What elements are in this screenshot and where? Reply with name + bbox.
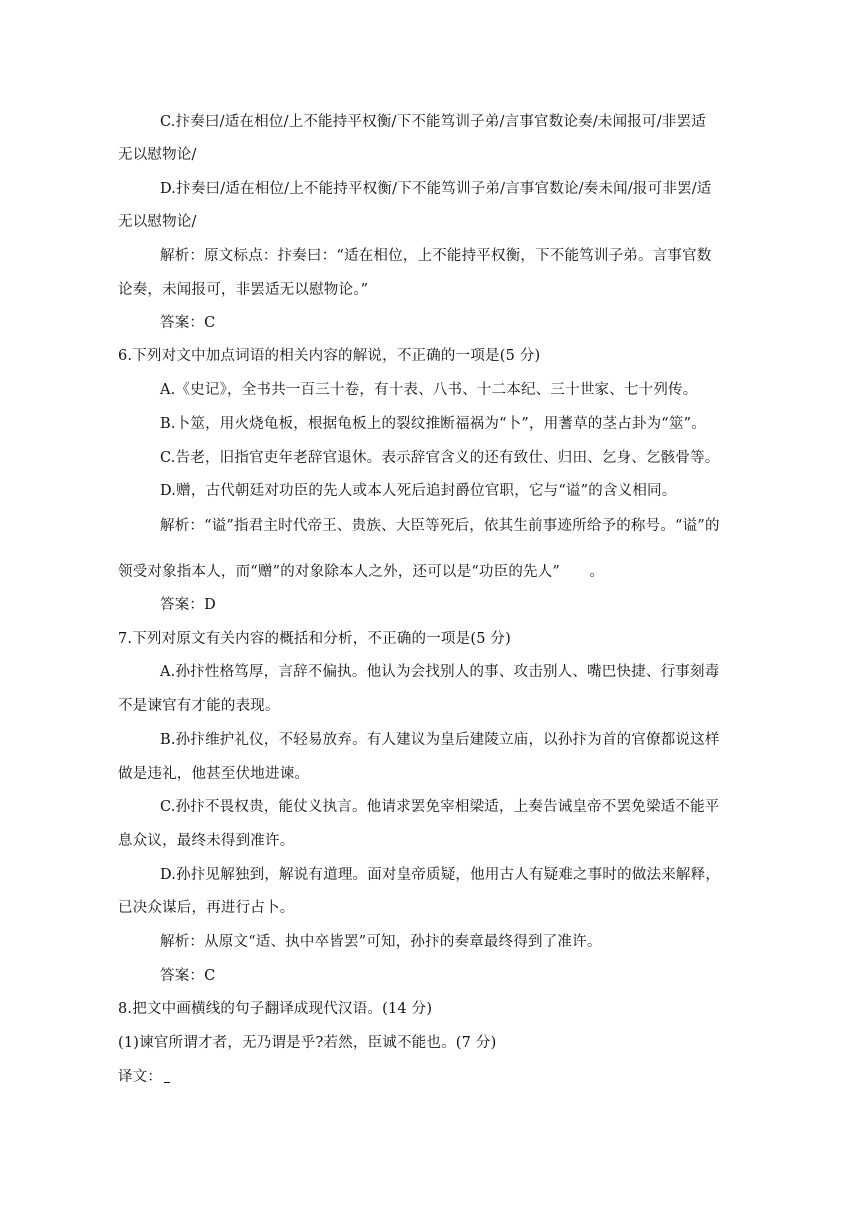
- question-6: 6.下列对文中加点词语的相关内容的解说，不正确的一项是(5 分): [118, 348, 541, 364]
- analysis-5-line-2: 论奏，未闻报可，非罢适无以慰物论。”: [118, 282, 369, 298]
- option-c-line-1: C.抃奏曰/适在相位/上不能持平权衡/下不能笃训子弟/言事官数论奏/未闻报可/非罢适: [160, 114, 706, 130]
- q7-option-b-line-1: B.孙抃维护礼仪，不轻易放弃。有人建议为皇后建陵立庙，以孙抃为首的官僚都说这样: [160, 732, 720, 748]
- option-c-line-2: 无以慰物论/: [118, 147, 197, 163]
- q7-option-d-line-1: D.孙抃见解独到，解说有道理。面对皇帝质疑，他用古人有疑难之事时的做法来解释，: [160, 867, 721, 883]
- option-d-line-1: D.抃奏曰/适在相位/上不能持平权衡/下不能笃训子弟/言事官数论/奏未闻/报可非罢/适: [160, 181, 712, 197]
- q6-option-c: C.告老，旧指官吏年老辞官退休。表示辞官含义的还有致仕、归田、乞身、乞骸骨等。: [160, 450, 720, 466]
- analysis-6-line-2: 领受对象指本人，而“赠”的对象除本人之外，还可以是“功臣的先人” 。: [118, 564, 605, 580]
- analysis-5-line-1: 解析：原文标点：抃奏曰：“适在相位，上不能持平权衡，下不能笃训子弟。言事官数: [160, 248, 712, 264]
- question-8: 8.把文中画横线的句子翻译成现代汉语。(14 分): [118, 1001, 433, 1017]
- answer-6: 答案：D: [160, 597, 216, 613]
- answer-5: 答案：C: [160, 315, 216, 331]
- question-7: 7.下列对原文有关内容的概括和分析，不正确的一项是(5 分): [118, 631, 511, 647]
- q6-option-b: B.卜筮，用火烧龟板，根据龟板上的裂纹推断福祸为“卜”，用蓍草的茎占卦为“筮”。: [160, 416, 706, 432]
- q6-option-a: A.《史记》，全书共一百三十卷，有十表、八书、十二本纪、三十世家、七十列传。: [160, 382, 698, 398]
- q7-option-c-line-2: 息众议，最终未得到准许。: [118, 833, 295, 849]
- translation-answer-blank[interactable]: [164, 1068, 170, 1083]
- option-d-line-2: 无以慰物论/: [118, 214, 197, 230]
- analysis-7: 解析：从原文“适、执中卒皆罢”可知，孙抃的奏章最终得到了准许。: [160, 934, 602, 950]
- analysis-6-line-1: 解析：“谥”指君主时代帝王、贵族、大臣等死后，依其生前事迹所给予的称号。“谥”的: [160, 518, 720, 534]
- q7-option-c-line-1: C.孙抃不畏权贵，能仗义执言。他请求罢免宰相梁适，上奏告诫皇帝不罢免梁适不能平: [160, 799, 720, 815]
- question-8-part-1: (1)谏官所谓才者，无乃谓是乎?若然，臣诚不能也。(7 分): [118, 1035, 497, 1051]
- translation-label: 译文：: [118, 1069, 163, 1085]
- q7-option-d-line-2: 已决众谋后，再进行占卜。: [118, 900, 295, 916]
- answer-7: 答案：C: [160, 968, 216, 984]
- q7-option-a-line-2: 不是谏官有才能的表现。: [118, 698, 280, 714]
- translation-row: [118, 1067, 170, 1087]
- q7-option-b-line-2: 做是违礼，他甚至伏地进谏。: [118, 766, 310, 782]
- q6-option-d: D.赠，古代朝廷对功臣的先人或本人死后追封爵位官职，它与“谥”的含义相同。: [160, 483, 677, 499]
- q7-option-a-line-1: A.孙抃性格笃厚，言辞不偏执。他认为会找别人的事、攻击别人、嘴巴快捷、行事刻毒: [160, 664, 720, 680]
